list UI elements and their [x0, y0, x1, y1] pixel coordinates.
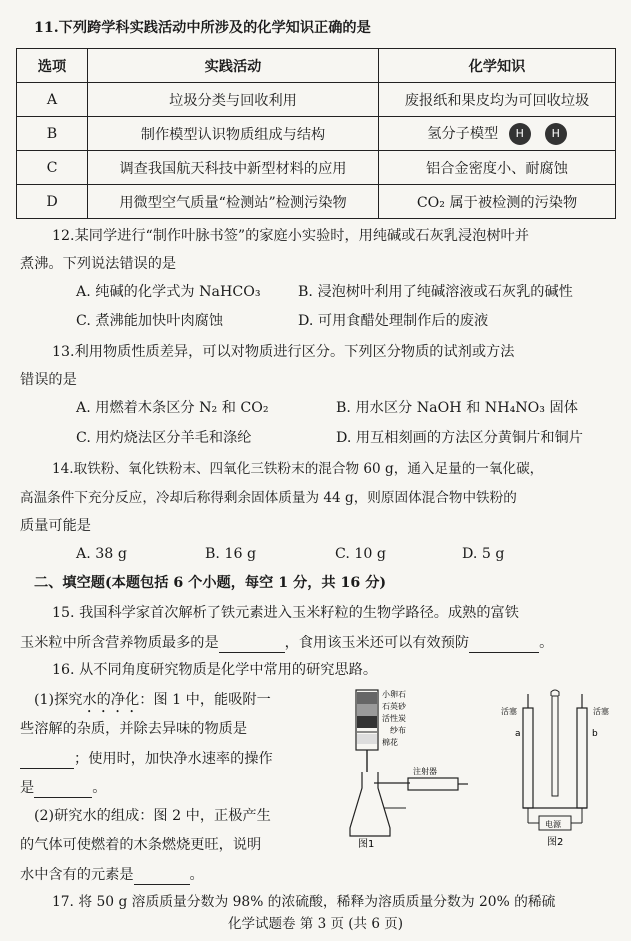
- q16-part2-text3: 水中含有的元素是: [20, 867, 134, 883]
- fig2-caption: 图2: [547, 837, 564, 848]
- fig1-label: 活性炭: [382, 714, 406, 723]
- header-option: 选项: [17, 49, 88, 83]
- q15-text-a: 玉米粒中所含营养物质最多的是: [20, 635, 219, 651]
- fig1-label: 小卵石: [382, 690, 406, 699]
- fig2-tube-b: b: [592, 729, 598, 739]
- row-option: D: [17, 185, 88, 219]
- q12-option-d: D. 可用食醋处理制作后的废液: [298, 313, 489, 329]
- q14-option-c: C. 10 g: [335, 546, 387, 562]
- q13-option-c: C. 用灼烧法区分羊毛和涤纶: [76, 430, 252, 446]
- q13-stem-line2: 错误的是: [20, 372, 77, 388]
- fig2-valve-right: 活塞: [593, 707, 609, 716]
- hydrogen-atom-icon: H: [545, 123, 567, 145]
- q12-stem-line1: 12.某同学进行“制作叶脉书签”的家庭小实验时，用纯碱或石灰乳浸泡树叶并: [52, 228, 529, 244]
- row-activity: 垃圾分类与回收利用: [88, 83, 379, 117]
- q15-line2: 玉米粒中所含营养物质最多的是 ，食用该玉米还可以有效预防 。: [20, 632, 553, 653]
- q11-stem: 11.下列跨学科实践活动中所涉及的化学知识正确的是: [34, 20, 371, 36]
- row-activity: 用微型空气质量“检测站”检测污染物: [88, 185, 379, 219]
- q14-option-d: D. 5 g: [462, 546, 505, 562]
- header-activity: 实践活动: [88, 49, 379, 83]
- row-activity: 调查我国航天科技中新型材料的应用: [88, 151, 379, 185]
- table-row: [17, 83, 616, 117]
- q16-part2-line3: 水中含有的元素是 。: [20, 864, 204, 885]
- q11-table: [16, 48, 616, 219]
- q16-part1-text4: 是: [20, 780, 35, 796]
- table-header-row: [17, 49, 616, 83]
- table-row: [17, 117, 616, 151]
- row-activity: 制作模型认识物质组成与结构: [88, 117, 379, 151]
- q12-option-c: C. 煮沸能加快叶肉腐蚀: [76, 313, 224, 329]
- q17-line1: 17. 将 50 g 溶质质量分数为 98% 的浓硫酸，稀释为溶质质量分数为 20% 的稀硫: [52, 894, 556, 910]
- q14-stem-line1: 14.取铁粉、氧化铁粉末、四氧化三铁粉末的混合物 60 g，通入足量的一氧化碳，: [52, 461, 544, 477]
- hydrogen-atom-icon: H: [509, 123, 531, 145]
- fig2-tube-a: a: [515, 729, 521, 739]
- row-knowledge-cell: [379, 117, 616, 151]
- answer-blank: [469, 632, 539, 653]
- section-heading: 二、填空题(本题包括 6 个小题，每空 1 分，共 16 分): [34, 575, 387, 591]
- table-row: [17, 185, 616, 219]
- syringe-label: 注射器: [413, 767, 437, 776]
- row-knowledge: 铝合金密度小、耐腐蚀: [379, 151, 616, 185]
- figure-2-electrolysis: [495, 688, 621, 848]
- q16-part1-line1: [34, 690, 271, 716]
- q13-option-a: A. 用燃着木条区分 N₂ 和 CO₂: [76, 400, 269, 416]
- q16-part2-line1: (2)研究水的组成：图 2 中，正极产生: [34, 808, 271, 824]
- fig1-label: 棉花: [382, 738, 398, 747]
- q15-line1: 15. 我国科学家首次解析了铁元素进入玉米籽粒的生物学路径。成熟的富铁: [52, 605, 519, 621]
- q14-option-b: B. 16 g: [205, 546, 257, 562]
- fig1-label: 纱布: [390, 726, 406, 735]
- row-knowledge: 废报纸和果皮均为可回收垃圾: [379, 83, 616, 117]
- fig1-caption: 图1: [358, 839, 375, 848]
- row-option: A: [17, 83, 88, 117]
- row-knowledge: CO₂ 属于被检测的污染物: [379, 185, 616, 219]
- q13-option-d: D. 用互相刻画的方法区分黄铜片和铜片: [336, 430, 583, 446]
- q16-stem: 16. 从不同角度研究物质是化学中常用的研究思路。: [52, 662, 378, 678]
- q16-part1-line3: [20, 748, 273, 769]
- answer-blank: [20, 748, 74, 769]
- answer-blank: [34, 777, 92, 798]
- q12-option-b: B. 浸泡树叶利用了纯碱溶液或石灰乳的碱性: [298, 284, 573, 300]
- row-option: C: [17, 151, 88, 185]
- syringe-drawing: [405, 764, 470, 804]
- answer-blank: [219, 632, 285, 653]
- q16-part1-label: (1)探究: [34, 692, 83, 708]
- q15-text-b: ，食用该玉米还可以有效预防: [284, 635, 470, 651]
- fig1-label: 石英砂: [382, 702, 406, 711]
- fig2-power: 电源: [545, 820, 561, 829]
- table-row: [17, 151, 616, 185]
- fig2-valve-left: 活塞: [501, 707, 517, 716]
- header-knowledge: 化学知识: [379, 49, 616, 83]
- page-footer: 化学试题卷 第 3 页 (共 6 页): [228, 916, 403, 932]
- q13-stem-line1: 13.利用物质性质差异，可以对物质进行区分。下列区分物质的试剂或方法: [52, 344, 515, 360]
- q16-part1-line4: 是 。: [20, 777, 106, 798]
- row-option: B: [17, 117, 88, 151]
- q16-part1-line2: 些溶解的杂质，并除去异味的物质是: [20, 721, 248, 737]
- q16-part1-text3: ；使用时，加快净水速率的操作: [74, 751, 273, 767]
- q16-part1-topic: 水的净化: [82, 692, 140, 708]
- q16-part1-text: ：图 1 中，能吸附一: [139, 692, 271, 708]
- q13-option-b: B. 用水区分 NaOH 和 NH₄NO₃ 固体: [336, 400, 578, 416]
- answer-blank: [134, 864, 190, 885]
- q14-stem-line2: 高温条件下充分反应，冷却后称得剩余固体质量为 44 g，则原固体混合物中铁粉的: [20, 490, 517, 506]
- q12-stem-line2: 煮沸。下列说法错误的是: [20, 256, 177, 272]
- row-knowledge: 氢分子模型: [427, 125, 499, 142]
- q14-option-a: A. 38 g: [76, 546, 127, 562]
- q12-option-a: A. 纯碱的化学式为 NaHCO₃: [76, 284, 261, 300]
- q14-stem-line3: 质量可能是: [20, 518, 91, 534]
- q16-part2-line2: 的气体可使燃着的木条燃烧更旺，说明: [20, 837, 262, 853]
